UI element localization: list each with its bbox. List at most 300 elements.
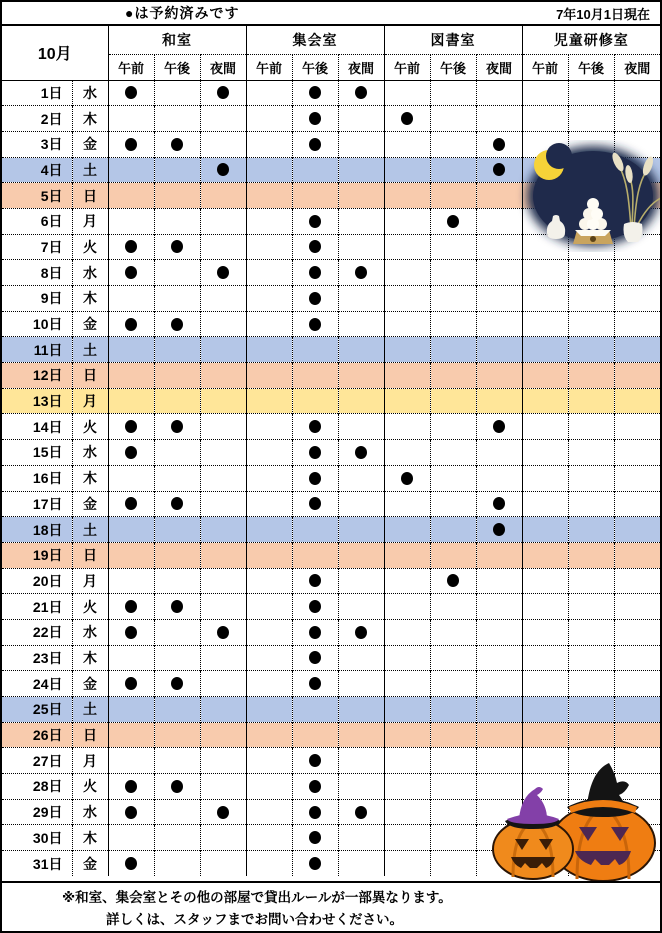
reserved-dot-icon: [355, 266, 367, 279]
reservation-cell: [154, 440, 200, 466]
reservation-cell: [430, 337, 476, 363]
reservation-cell: [384, 131, 430, 157]
reserved-dot-icon: [447, 574, 459, 587]
reservation-cell: [200, 748, 246, 774]
reservation-cell: [614, 286, 660, 312]
reservation-cell: [384, 208, 430, 234]
weekday-cell: 金: [72, 491, 108, 517]
time-header-1-2: 夜間: [338, 54, 384, 80]
reservation-cell: [154, 799, 200, 825]
reservation-cell: [200, 825, 246, 851]
reservation-cell: [614, 491, 660, 517]
reservation-cell: [384, 157, 430, 183]
reservation-cell: [292, 697, 338, 723]
reservation-cell: [384, 594, 430, 620]
reservation-cell: [338, 799, 384, 825]
day-row-19日: [2, 542, 660, 568]
reservation-cell: [568, 465, 614, 491]
reservation-cell: [292, 645, 338, 671]
room-header-washitsu: 和室: [108, 26, 246, 54]
reservation-cell: [522, 260, 568, 286]
reserved-dot-icon: [125, 266, 137, 279]
reservation-cell: [476, 440, 522, 466]
reservation-cell: [614, 748, 660, 774]
reservation-cell: [568, 183, 614, 209]
reservation-cell: [292, 851, 338, 877]
time-header-2-0: 午前: [384, 54, 430, 80]
day-row-26日: [2, 722, 660, 748]
reservation-cell: [430, 825, 476, 851]
date-cell: 26日: [2, 722, 72, 748]
reservation-cell: [246, 825, 292, 851]
reservation-cell: [384, 465, 430, 491]
reservation-cell: [568, 388, 614, 414]
date-cell: 22日: [2, 619, 72, 645]
reservation-cell: [292, 440, 338, 466]
reservation-cell: [108, 594, 154, 620]
reservation-cell: [292, 465, 338, 491]
weekday-cell: 土: [72, 697, 108, 723]
reservation-cell: [430, 157, 476, 183]
weekday-cell: 水: [72, 80, 108, 106]
reservation-cell: [338, 748, 384, 774]
day-row-24日: [2, 671, 660, 697]
reservation-cell: [430, 542, 476, 568]
weekday-cell: 金: [72, 671, 108, 697]
reservation-cell: [200, 311, 246, 337]
reservation-cell: [384, 337, 430, 363]
reservation-cell: [384, 414, 430, 440]
reserved-dot-icon: [355, 86, 367, 99]
reserved-dot-icon: [493, 497, 505, 510]
legend-text: ●は予約済みです: [125, 5, 240, 21]
date-cell: 30日: [2, 825, 72, 851]
reservation-cell: [614, 440, 660, 466]
reservation-cell: [200, 80, 246, 106]
reservation-cell: [338, 594, 384, 620]
reservation-table: [2, 26, 660, 876]
reservation-cell: [246, 542, 292, 568]
reservation-cell: [292, 337, 338, 363]
reservation-cell: [384, 260, 430, 286]
reservation-cell: [292, 286, 338, 312]
reservation-cell: [568, 671, 614, 697]
day-row-3日: [2, 131, 660, 157]
reservation-cell: [246, 337, 292, 363]
time-header-0-2: 夜間: [200, 54, 246, 80]
reservation-cell: [476, 465, 522, 491]
reservation-cell: [200, 697, 246, 723]
weekday-cell: 土: [72, 157, 108, 183]
reserved-dot-icon: [309, 266, 321, 279]
reservation-cell: [568, 106, 614, 132]
reservation-cell: [568, 363, 614, 389]
reservation-cell: [614, 414, 660, 440]
reservation-cell: [108, 722, 154, 748]
reservation-cell: [292, 106, 338, 132]
reservation-cell: [614, 594, 660, 620]
reserved-dot-icon: [125, 318, 137, 331]
reservation-cell: [246, 697, 292, 723]
reservation-cell: [108, 568, 154, 594]
weekday-cell: 木: [72, 465, 108, 491]
reservation-cell: [292, 208, 338, 234]
reservation-cell: [108, 157, 154, 183]
reservation-cell: [338, 311, 384, 337]
reserved-dot-icon: [217, 266, 229, 279]
reservation-cell: [154, 491, 200, 517]
reservation-cell: [568, 157, 614, 183]
reservation-cell: [246, 491, 292, 517]
reservation-cell: [338, 106, 384, 132]
date-cell: 18日: [2, 517, 72, 543]
date-cell: 29日: [2, 799, 72, 825]
weekday-cell: 火: [72, 774, 108, 800]
reserved-dot-icon: [171, 318, 183, 331]
reservation-cell: [246, 671, 292, 697]
reserved-dot-icon: [401, 472, 413, 485]
weekday-cell: 水: [72, 260, 108, 286]
day-row-14日: [2, 414, 660, 440]
date-cell: 9日: [2, 286, 72, 312]
day-row-12日: [2, 363, 660, 389]
reservation-cell: [614, 183, 660, 209]
weekday-cell: 火: [72, 234, 108, 260]
reserved-dot-icon: [171, 138, 183, 151]
reservation-cell: [384, 671, 430, 697]
reservation-cell: [614, 799, 660, 825]
reserved-dot-icon: [309, 497, 321, 510]
reservation-cell: [200, 491, 246, 517]
reservation-cell: [430, 799, 476, 825]
date-cell: 19日: [2, 542, 72, 568]
reservation-cell: [154, 363, 200, 389]
date-cell: 4日: [2, 157, 72, 183]
reservation-cell: [292, 825, 338, 851]
reservation-cell: [476, 337, 522, 363]
reserved-dot-icon: [309, 806, 321, 819]
reservation-cell: [108, 619, 154, 645]
reservation-cell: [200, 619, 246, 645]
reservation-cell: [384, 183, 430, 209]
reservation-cell: [614, 157, 660, 183]
reservation-cell: [568, 825, 614, 851]
days-body: [2, 80, 660, 876]
reservation-cell: [384, 388, 430, 414]
reservation-cell: [108, 491, 154, 517]
reservation-cell: [568, 799, 614, 825]
reservation-cell: [154, 594, 200, 620]
reservation-cell: [476, 799, 522, 825]
reservation-cell: [476, 106, 522, 132]
reservation-cell: [614, 722, 660, 748]
weekday-cell: 日: [72, 363, 108, 389]
reservation-cell: [430, 465, 476, 491]
reservation-cell: [614, 311, 660, 337]
reservation-cell: [522, 619, 568, 645]
reservation-cell: [430, 311, 476, 337]
reservation-cell: [384, 619, 430, 645]
reservation-cell: [338, 388, 384, 414]
reservation-cell: [154, 157, 200, 183]
date-cell: 11日: [2, 337, 72, 363]
reservation-cell: [200, 131, 246, 157]
reservation-cell: [568, 260, 614, 286]
reservation-cell: [246, 311, 292, 337]
reservation-cell: [614, 234, 660, 260]
reserved-dot-icon: [309, 292, 321, 305]
reservation-cell: [108, 183, 154, 209]
reservation-cell: [200, 851, 246, 877]
reservation-cell: [154, 697, 200, 723]
reserved-dot-icon: [171, 600, 183, 613]
reservation-cell: [568, 851, 614, 877]
reservation-cell: [568, 234, 614, 260]
reservation-cell: [108, 131, 154, 157]
reservation-cell: [246, 260, 292, 286]
reservation-cell: [108, 748, 154, 774]
footnote-line-2: 詳しくは、スタッフまでお問い合わせください。: [106, 912, 403, 928]
reservation-cell: [338, 825, 384, 851]
date-cell: 17日: [2, 491, 72, 517]
reservation-cell: [614, 671, 660, 697]
reservation-cell: [338, 491, 384, 517]
reservation-cell: [568, 414, 614, 440]
reservation-cell: [522, 748, 568, 774]
reservation-cell: [476, 491, 522, 517]
reservation-cell: [108, 260, 154, 286]
reservation-cell: [154, 414, 200, 440]
room-header-jido-kenshushitsu: 児童研修室: [522, 26, 660, 54]
time-header-0-1: 午後: [154, 54, 200, 80]
reservation-cell: [522, 774, 568, 800]
reservation-cell: [430, 568, 476, 594]
reservation-cell: [338, 131, 384, 157]
reservation-cell: [108, 80, 154, 106]
reserved-dot-icon: [309, 857, 321, 870]
reservation-cell: [200, 337, 246, 363]
reserved-dot-icon: [171, 497, 183, 510]
reservation-cell: [108, 311, 154, 337]
reservation-cell: [338, 183, 384, 209]
reservation-cell: [430, 594, 476, 620]
reservation-cell: [384, 311, 430, 337]
reservation-cell: [338, 414, 384, 440]
footnote-line-1: ※和室、集会室とその他の部屋で貸出ルールが一部異なります。: [62, 889, 452, 905]
day-row-25日: [2, 697, 660, 723]
weekday-cell: 水: [72, 799, 108, 825]
reservation-cell: [384, 645, 430, 671]
reservation-cell: [476, 286, 522, 312]
reservation-cell: [384, 851, 430, 877]
reservation-cell: [200, 671, 246, 697]
day-row-15日: [2, 440, 660, 466]
reserved-dot-icon: [125, 86, 137, 99]
date-cell: 10日: [2, 311, 72, 337]
reservation-cell: [108, 542, 154, 568]
reserved-dot-icon: [355, 626, 367, 639]
reservation-cell: [384, 363, 430, 389]
reservation-cell: [522, 465, 568, 491]
reservation-cell: [338, 697, 384, 723]
date-cell: 28日: [2, 774, 72, 800]
weekday-cell: 日: [72, 722, 108, 748]
reservation-cell: [614, 363, 660, 389]
reserved-dot-icon: [171, 420, 183, 433]
reservation-cell: [614, 851, 660, 877]
reservation-cell: [568, 311, 614, 337]
reservation-cell: [292, 774, 338, 800]
reservation-cell: [246, 722, 292, 748]
reservation-cell: [246, 157, 292, 183]
reservation-cell: [200, 208, 246, 234]
time-header-3-0: 午前: [522, 54, 568, 80]
reservation-cell: [154, 183, 200, 209]
reservation-cell: [476, 568, 522, 594]
reservation-cell: [430, 774, 476, 800]
reservation-cell: [108, 645, 154, 671]
date-cell: 31日: [2, 851, 72, 877]
reservation-cell: [292, 234, 338, 260]
weekday-cell: 火: [72, 414, 108, 440]
reservation-cell: [476, 131, 522, 157]
reservation-cell: [476, 825, 522, 851]
reservation-cell: [154, 465, 200, 491]
reservation-cell: [476, 594, 522, 620]
date-cell: 1日: [2, 80, 72, 106]
reservation-cell: [200, 594, 246, 620]
reserved-dot-icon: [125, 806, 137, 819]
reservation-cell: [338, 851, 384, 877]
day-row-9日: [2, 286, 660, 312]
reservation-cell: [568, 440, 614, 466]
reservation-cell: [246, 774, 292, 800]
reservation-cell: [614, 517, 660, 543]
reserved-dot-icon: [125, 446, 137, 459]
reservation-cell: [292, 517, 338, 543]
reserved-dot-icon: [355, 446, 367, 459]
reservation-cell: [614, 260, 660, 286]
reservation-cell: [568, 619, 614, 645]
reservation-cell: [522, 363, 568, 389]
reservation-cell: [476, 157, 522, 183]
day-row-31日: [2, 851, 660, 877]
reservation-cell: [476, 388, 522, 414]
reservation-cell: [338, 542, 384, 568]
time-header-1-1: 午後: [292, 54, 338, 80]
reservation-cell: [338, 337, 384, 363]
reservation-cell: [338, 465, 384, 491]
day-row-28日: [2, 774, 660, 800]
weekday-cell: 金: [72, 851, 108, 877]
time-header-1-0: 午前: [246, 54, 292, 80]
reservation-cell: [476, 363, 522, 389]
time-header-3-1: 午後: [568, 54, 614, 80]
reservation-cell: [614, 619, 660, 645]
reservation-cell: [522, 208, 568, 234]
reservation-cell: [430, 722, 476, 748]
weekday-cell: 土: [72, 337, 108, 363]
weekday-cell: 木: [72, 645, 108, 671]
reservation-cell: [522, 697, 568, 723]
reservation-cell: [154, 671, 200, 697]
reservation-cell: [384, 568, 430, 594]
reservation-cell: [568, 542, 614, 568]
reservation-cell: [430, 260, 476, 286]
reservation-cell: [200, 363, 246, 389]
reservation-cell: [522, 414, 568, 440]
reservation-cell: [246, 286, 292, 312]
room-header-row: [2, 26, 660, 54]
reserved-dot-icon: [125, 420, 137, 433]
reservation-cell: [476, 748, 522, 774]
reservation-cell: [292, 363, 338, 389]
day-row-30日: [2, 825, 660, 851]
reservation-cell: [108, 388, 154, 414]
weekday-cell: 火: [72, 594, 108, 620]
weekday-cell: 木: [72, 286, 108, 312]
day-row-17日: [2, 491, 660, 517]
reservation-cell: [200, 568, 246, 594]
reservation-cell: [200, 645, 246, 671]
reservation-cell: [200, 260, 246, 286]
reservation-cell: [292, 157, 338, 183]
reservation-cell: [384, 697, 430, 723]
reservation-cell: [522, 106, 568, 132]
reservation-cell: [430, 619, 476, 645]
reservation-cell: [154, 311, 200, 337]
reserved-dot-icon: [217, 163, 229, 176]
reservation-cell: [476, 208, 522, 234]
reservation-cell: [338, 157, 384, 183]
reservation-cell: [522, 491, 568, 517]
reservation-cell: [476, 234, 522, 260]
reservation-cell: [154, 722, 200, 748]
reserved-dot-icon: [447, 215, 459, 228]
footnote: [2, 881, 660, 931]
date-cell: 25日: [2, 697, 72, 723]
reserved-dot-icon: [125, 497, 137, 510]
reservation-cell: [154, 851, 200, 877]
reservation-cell: [108, 363, 154, 389]
day-row-20日: [2, 568, 660, 594]
reservation-cell: [246, 645, 292, 671]
room-header-shukaishitsu: 集会室: [246, 26, 384, 54]
reservation-cell: [200, 414, 246, 440]
reservation-cell: [292, 799, 338, 825]
reservation-cell: [522, 542, 568, 568]
day-row-21日: [2, 594, 660, 620]
reservation-cell: [522, 825, 568, 851]
reservation-cell: [338, 363, 384, 389]
reservation-cell: [108, 825, 154, 851]
date-cell: 15日: [2, 440, 72, 466]
day-row-18日: [2, 517, 660, 543]
reservation-cell: [200, 517, 246, 543]
reservation-cell: [246, 465, 292, 491]
reservation-cell: [614, 465, 660, 491]
reserved-dot-icon: [309, 651, 321, 664]
day-row-2日: [2, 106, 660, 132]
reservation-cell: [200, 157, 246, 183]
weekday-cell: 月: [72, 568, 108, 594]
reservation-cell: [154, 208, 200, 234]
reservation-cell: [522, 799, 568, 825]
reservation-cell: [154, 748, 200, 774]
reservation-cell: [568, 286, 614, 312]
reservation-cell: [154, 337, 200, 363]
reserved-dot-icon: [125, 240, 137, 253]
